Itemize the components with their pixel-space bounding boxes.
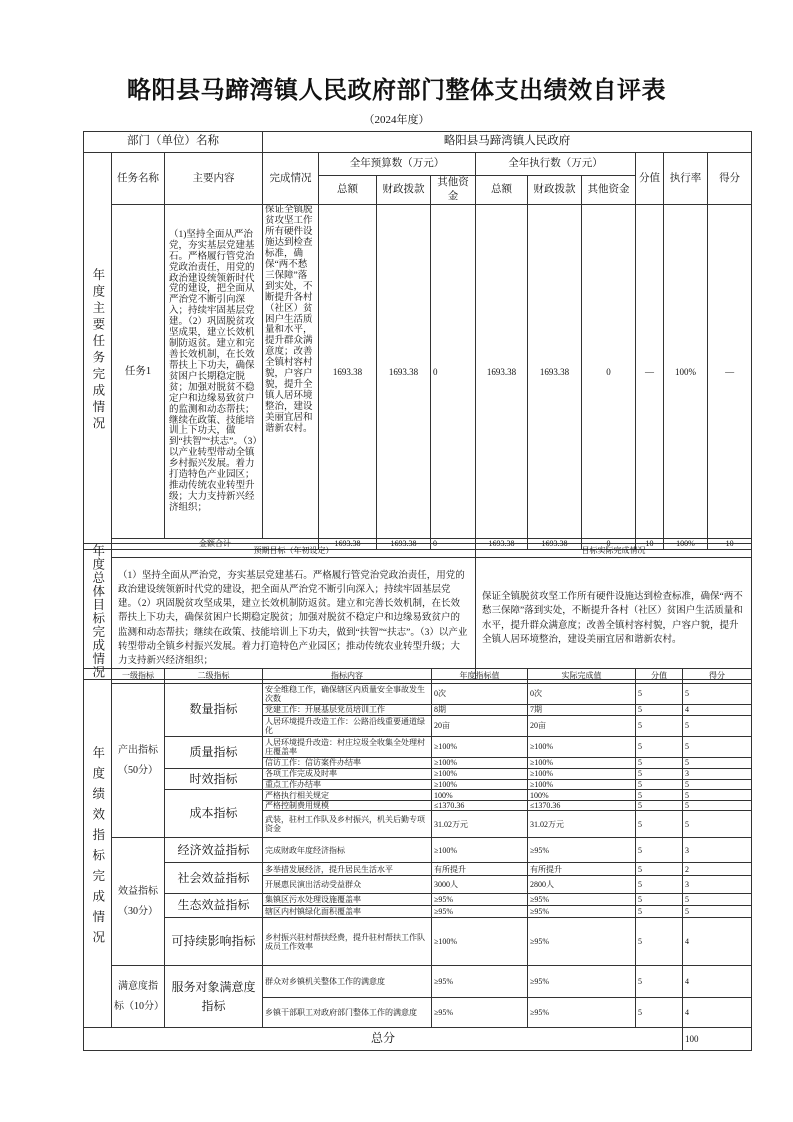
actual-value: 100% — [528, 790, 636, 801]
task-name: 任务1 — [112, 205, 165, 539]
indicator-row — [84, 769, 752, 780]
score-value: 5 — [636, 705, 683, 716]
score: 4 — [683, 918, 752, 966]
header-level2: 二级指标 — [165, 669, 263, 684]
header-score-value: 分值 — [636, 153, 664, 205]
dept-label: 部门（单位）名称 — [84, 132, 263, 153]
target-value: 20亩 — [432, 716, 528, 737]
task-status: 保证全镇脱贫攻坚工作所有硬件设施达到检查标准，确保“两不愁三保障”落到实处，不断提升各村（社区）贫困户生活质量和水平，提升群众满意度；改善全镇村容村貌，户容户貌，提升全镇人居环境整治，建设美丽宜居和谐新农村。 — [263, 205, 319, 539]
target-value: ≥100% — [432, 769, 528, 780]
indicator-row — [84, 684, 752, 705]
actual-value: ≥95% — [528, 998, 636, 1028]
actual-value: ≥95% — [528, 838, 636, 863]
indicator-row — [84, 790, 752, 801]
score-value: 5 — [636, 737, 683, 758]
total-row — [84, 1028, 752, 1051]
task-score-value: — — [636, 205, 664, 539]
indicator-content: 乡镇干部职工对政府部门整体工作的满意度 — [263, 998, 432, 1028]
actual-value: ≤1370.36 — [528, 801, 636, 811]
sum-budget-total: 1693.38 — [319, 539, 377, 549]
score: 5 — [683, 790, 752, 801]
indicator-content: 完成财政年度经济指标 — [263, 838, 432, 863]
task-row — [84, 205, 752, 539]
header-level1: 一级指标 — [112, 669, 165, 684]
indicator-content: 乡村振兴驻村帮扶经费，提升驻村帮扶工作队成员工作效率 — [263, 918, 432, 966]
level2-indicator: 生态效益指标 — [165, 894, 263, 918]
indicator-table — [83, 668, 752, 1051]
score-value: 5 — [636, 801, 683, 811]
indicator-content: 多举措发展经济，提升居民生活水平 — [263, 863, 432, 876]
indicator-content: 严格执行相关规定 — [263, 790, 432, 801]
score: 5 — [683, 716, 752, 737]
indicator-content: 辖区内村镇绿化面积覆盖率 — [263, 906, 432, 918]
target-value: ≥95% — [432, 894, 528, 906]
indicator-row — [84, 737, 752, 758]
actual-goals: 保证全镇脱贫攻坚工作所有硬件设施达到检查标准，确保“两不愁三保障”落到实处，不断提升各村（社区）贫困户生活质量和水平，提升群众满意度；改善全镇村容村貌，户容户貌，提升全镇人居环境整治，建设美丽宜居和谐新农村。 — [476, 558, 752, 680]
dept-value: 略阳县马蹄湾镇人民政府 — [263, 132, 752, 153]
target-value: 31.02万元 — [432, 811, 528, 838]
actual-value: ≥100% — [528, 737, 636, 758]
actual-value: 有所提升 — [528, 863, 636, 876]
target-value: 有所提升 — [432, 863, 528, 876]
score: 5 — [683, 758, 752, 769]
actual-value: ≥95% — [528, 966, 636, 998]
indicator-content: 党建工作：开展基层党员培训工作 — [263, 705, 432, 716]
target-value: 0次 — [432, 684, 528, 705]
report-year: （2024年度） — [363, 114, 430, 126]
score-value: 5 — [636, 811, 683, 838]
total-label: 总分 — [84, 1028, 683, 1051]
actual-value: 31.02万元 — [528, 811, 636, 838]
indicator-content: 严格控制费用规模 — [263, 801, 432, 811]
sum-budget-other: 0 — [431, 539, 476, 549]
score-value: 5 — [636, 998, 683, 1028]
level1-indicator: 产出指标（50分） — [112, 684, 165, 838]
score: 4 — [683, 966, 752, 998]
level2-indicator: 时效指标 — [165, 769, 263, 790]
score-value: 5 — [636, 684, 683, 705]
header-score-value: 分值 — [636, 669, 683, 684]
task-score: — — [708, 205, 752, 539]
level1-indicator: 效益指标（30分） — [112, 838, 165, 966]
score-value: 5 — [636, 758, 683, 769]
target-value: ≤1370.36 — [432, 801, 528, 811]
indicator-row — [84, 894, 752, 906]
header-score: 得分 — [708, 153, 752, 205]
header-target: 年度指标值 — [432, 669, 528, 684]
indicator-row — [84, 838, 752, 863]
score: 5 — [683, 780, 752, 790]
score: 5 — [683, 801, 752, 811]
header-budget: 全年预算数（万元） — [319, 153, 476, 176]
expected-header: 预期目标（年初设定） — [112, 544, 476, 558]
indicator-content: 武装，驻村工作队及乡村振兴，机关后勤专项资金 — [263, 811, 432, 838]
indicators-section-label: 年度绩效指标完成情况 — [84, 669, 112, 1028]
score-value: 5 — [636, 863, 683, 876]
score-value: 5 — [636, 838, 683, 863]
actual-value: 20亩 — [528, 716, 636, 737]
sum-budget-fiscal: 1693.38 — [377, 539, 431, 549]
level2-indicator: 社会效益指标 — [165, 863, 263, 894]
page-title: 略阳县马蹄湾镇人民政府部门整体支出绩效自评表 — [127, 77, 666, 104]
sum-score: 10 — [708, 539, 752, 549]
header-budget-other: 其他资金 — [431, 176, 476, 205]
target-value: ≥95% — [432, 906, 528, 918]
header-rate: 执行率 — [664, 153, 708, 205]
indicator-content: 开展惠民演出活动受益群众 — [263, 876, 432, 894]
expected-goals: （1）坚持全面从严治党，夯实基层党建基石。严格履行管党治党政治责任，用党的政治建设统领新时代党的建设，把全面从严治党不断引向深入；持续牢固基层党建。（2）巩固脱贫攻坚成果，建立长效机制防返贫。建立和完善长效机制，在长效帮扶上下功夫，确保贫困户长期稳定脱贫；加强对脱贫不稳定户和边缘易致贫户的监测和动态帮扶；继续在政策、技能培训上下功夫，做到“扶智”“扶志”。（3）以产业转型带动全镇乡村振兴发展。着力打造特色产业园区；推动传统农业转型升级；大力支持新兴经济组织； — [112, 558, 476, 680]
indicator-content: 各项工作完成及时率 — [263, 769, 432, 780]
target-value: 3000人 — [432, 876, 528, 894]
indicator-content: 信访工作：信访案件办结率 — [263, 758, 432, 769]
actual-value: 7期 — [528, 705, 636, 716]
goals-section-label: 年度总体目标完成情况 — [84, 544, 112, 680]
sum-exec-fiscal: 1693.38 — [528, 539, 582, 549]
level2-indicator: 可持续影响指标 — [165, 918, 263, 966]
total-score-value: 100 — [683, 1028, 752, 1051]
actual-value: ≥95% — [528, 894, 636, 906]
score: 5 — [683, 737, 752, 758]
indicator-row — [84, 966, 752, 998]
target-value: ≥95% — [432, 998, 528, 1028]
header-task-name: 任务名称 — [112, 153, 165, 205]
level2-indicator: 成本指标 — [165, 790, 263, 838]
score-value: 5 — [636, 790, 683, 801]
target-value: 100% — [432, 790, 528, 801]
indicator-row — [84, 918, 752, 966]
header-exec: 全年执行数（万元） — [476, 153, 636, 176]
actual-value: 2800人 — [528, 876, 636, 894]
actual-value: ≥100% — [528, 769, 636, 780]
header-exec-fiscal: 财政拨款 — [528, 176, 582, 205]
score-value: 5 — [636, 894, 683, 906]
sum-score-value: 10 — [636, 539, 664, 549]
actual-header: 目标实际完成情况 — [476, 544, 752, 558]
indicator-content: 重点工作办结率 — [263, 780, 432, 790]
level2-indicator: 经济效益指标 — [165, 838, 263, 863]
score-value: 5 — [636, 906, 683, 918]
score: 5 — [683, 906, 752, 918]
header-content: 主要内容 — [165, 153, 263, 205]
header-status: 完成情况 — [263, 153, 319, 205]
sum-rate: 100% — [664, 539, 708, 549]
level2-indicator: 数量指标 — [165, 684, 263, 737]
tasks-section-label: 年度主要任务完成情况 — [84, 153, 112, 550]
task-exec-fiscal: 1693.38 — [528, 205, 582, 539]
task-budget-other: 0 — [431, 205, 476, 539]
sum-exec-other: 0 — [582, 539, 636, 549]
score: 3 — [683, 876, 752, 894]
target-value: ≥100% — [432, 758, 528, 769]
target-value: ≥95% — [432, 966, 528, 998]
actual-value: ≥100% — [528, 780, 636, 790]
score-value: 5 — [636, 966, 683, 998]
header-exec-total: 总额 — [476, 176, 528, 205]
task-exec-other: 0 — [582, 205, 636, 539]
score: 3 — [683, 838, 752, 863]
goals-table — [83, 543, 752, 680]
score: 5 — [683, 894, 752, 906]
score: 5 — [683, 684, 752, 705]
target-value: 8期 — [432, 705, 528, 716]
task-exec-total: 1693.38 — [476, 205, 528, 539]
header-budget-total: 总额 — [319, 176, 377, 205]
target-value: ≥100% — [432, 737, 528, 758]
task-rate: 100% — [664, 205, 708, 539]
indicator-content: 群众对乡镇机关整体工作的满意度 — [263, 966, 432, 998]
target-value: ≥100% — [432, 780, 528, 790]
indicator-content: 集镇区污水处理设施覆盖率 — [263, 894, 432, 906]
score: 5 — [683, 811, 752, 838]
score-value: 5 — [636, 780, 683, 790]
indicator-content: 安全维稳工作，确保辖区内质量安全事故发生次数 — [263, 684, 432, 705]
score: 2 — [683, 863, 752, 876]
level1-indicator: 满意度指标（10分） — [112, 966, 165, 1028]
target-value: ≥100% — [432, 838, 528, 863]
indicator-content: 人居环境提升改造工作：公路沿线重要通道绿化 — [263, 716, 432, 737]
task-content: （1)坚持全面从严治党，夯实基层党建基石。严格履行管党治党政治责任，用党的政治建设统领新时代党的建设，把全面从严治党不断引向深入；持续牢固基层党建。（2）巩固脱贫攻坚成果，建立长效机制防返贫。建立和完善长效机制，在长效帮扶上下功夫，确保贫困户长期稳定脱贫；加强对脱贫不稳定户和边缘易致贫户的监测和动态帮扶；继续在政策、技能培训上下功夫，做到“扶智”“扶志”。（3）以产业转型带动全镇乡村振兴发展。着力打造特色产业园区；推动传统农业转型升级；大力支持新兴经济组织； — [165, 205, 263, 539]
score-value: 5 — [636, 716, 683, 737]
target-value: ≥100% — [432, 918, 528, 966]
sum-exec-total: 1693.38 — [476, 539, 528, 549]
level2-indicator: 质量指标 — [165, 737, 263, 769]
header-exec-other: 其他资金 — [582, 176, 636, 205]
header-content: 指标内容 — [263, 669, 432, 684]
score-value: 5 — [636, 918, 683, 966]
header-score: 得分 — [683, 669, 752, 684]
score: 3 — [683, 769, 752, 780]
header-budget-fiscal: 财政拨款 — [377, 176, 431, 205]
score-value: 5 — [636, 769, 683, 780]
sum-label: 金额合计 — [112, 539, 319, 549]
score: 4 — [683, 998, 752, 1028]
header-actual: 实际完成值 — [528, 669, 636, 684]
actual-value: ≥100% — [528, 758, 636, 769]
task-budget-total: 1693.38 — [319, 205, 377, 539]
task-budget-fiscal: 1693.38 — [377, 205, 431, 539]
score: 4 — [683, 705, 752, 716]
indicator-row — [84, 863, 752, 876]
score-value: 5 — [636, 876, 683, 894]
actual-value: ≥95% — [528, 906, 636, 918]
task-table — [83, 131, 752, 550]
indicator-content: 人居环境提升改造：村庄垃圾全收集全处理村庄覆盖率 — [263, 737, 432, 758]
level2-indicator: 服务对象满意度指标 — [165, 966, 263, 1028]
actual-value: 0次 — [528, 684, 636, 705]
actual-value: ≥95% — [528, 918, 636, 966]
